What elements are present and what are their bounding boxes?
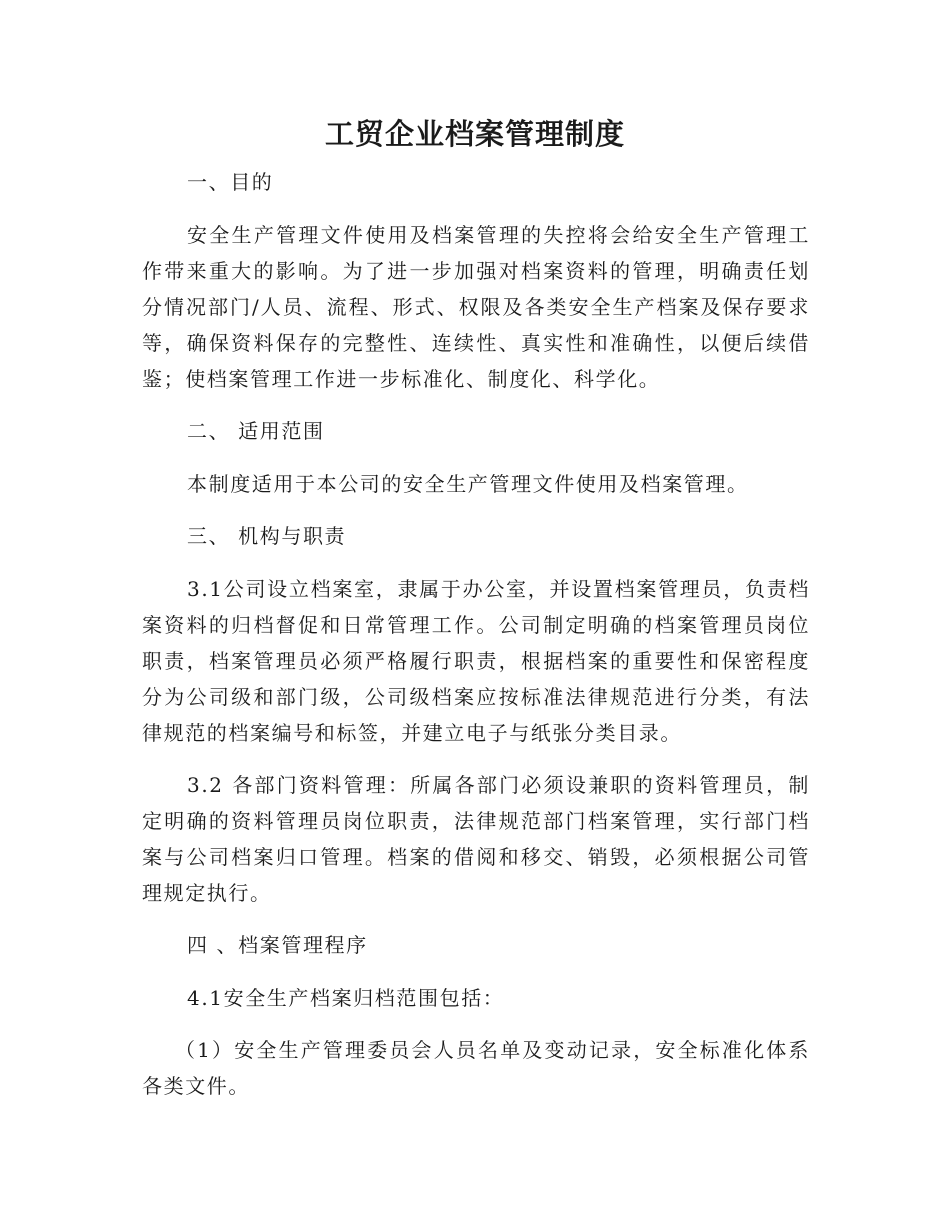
section-2-heading: 二、 适用范围	[187, 419, 325, 443]
section-4-1-paragraph: 4.1安全生产档案归档范围包括：	[187, 986, 505, 1010]
document-body	[142, 164, 810, 1120]
section-4-heading: 四 、档案管理程序	[187, 933, 368, 957]
section-3-1-paragraph: 3.1公司设立档案室，隶属于办公室，并设置档案管理员，负责档案资料的归档督促和日常管理工作。公司制定明确的档案管理员岗位职责，档案管理员必须严格履行职责，根据档案的重要性和保密程度分为公司级和部门级，公司级档案应按标准法律规范进行分类，有法律规范的档案编号和标签，并建立电子与纸张分类目录。	[142, 577, 810, 745]
section-2-paragraph: 本制度适用于本公司的安全生产管理文件使用及档案管理。	[187, 472, 749, 496]
section-1-heading: 一、目的	[187, 170, 274, 194]
document-title: 工贸企业档案管理制度	[324, 117, 625, 151]
section-1-paragraph: 安全生产管理文件使用及档案管理的失控将会给安全生产管理工作带来重大的影响。为了进一步加强对档案资料的管理，明确责任划分情况部门/人员、流程、形式、权限及各类安全生产档案及保存要求等，确保资料保存的完整性、连续性、真实性和准确性，以便后续借鉴；使档案管理工作进一步标准化、制度化、科学化。	[142, 223, 810, 391]
section-3-2-paragraph: 3.2 各部门资料管理：所属各部门必须设兼职的资料管理员，制定明确的资料管理员岗位职责，法律规范部门档案管理，实行部门档案与公司档案归口管理。档案的借阅和移交、销毁，必须根据公司管理规定执行。	[142, 773, 810, 905]
section-3-heading: 三、 机构与职责	[187, 524, 347, 548]
section-4-1-item-1: （1）安全生产管理委员会人员名单及变动记录，安全标准化体系各类文件。	[142, 1038, 810, 1098]
